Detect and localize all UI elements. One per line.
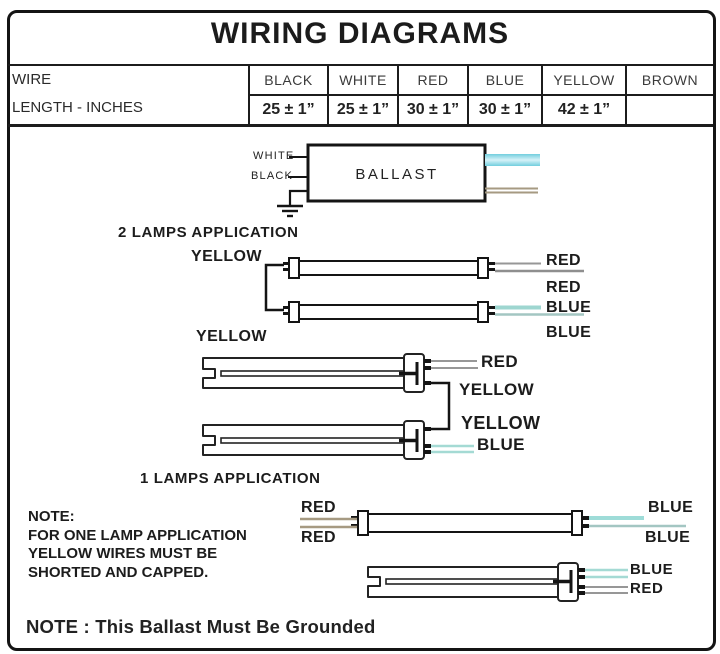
ballast-output-wires [485,154,540,193]
yellow-label: YELLOW [191,248,262,265]
two-lamps-bottom-tube [283,302,584,322]
col-header: BLACK [250,66,327,96]
u-lamp-top [203,354,478,392]
col-header: WHITE [329,66,397,96]
red-label: RED [481,352,519,371]
ballast-box [288,145,485,201]
red-label: RED [546,252,581,269]
one-lamp-heading: 1 LAMPS APPLICATION [140,470,321,487]
col-header: YELLOW [543,66,625,96]
col-value: 25 ± 1” [262,101,315,118]
red-label: RED [301,529,336,546]
one-lamp-note [28,508,247,582]
yellow-label: YELLOW [461,413,541,433]
red-label: RED [546,279,581,296]
page-title: WIRING DIAGRAMS [210,17,510,50]
two-lamps-heading: 2 LAMPS APPLICATION [118,224,299,241]
yellow-label: YELLOW [196,328,267,345]
two-lamps-top-tube [283,258,584,278]
black-wire-label: BLACK [251,170,294,182]
note-line: FOR ONE LAMP APPLICATION [28,526,247,544]
note-line: YELLOW WIRES MUST BE [28,545,218,562]
col-header: BLUE [469,66,541,96]
ground-symbol [277,191,308,216]
col-value: 30 ± 1” [406,101,460,118]
col-value: 42 ± 1” [557,101,611,118]
ground-note: NOTE : This Ballast Must Be Grounded [26,616,376,637]
blue-label: BLUE [645,529,691,546]
red-label: RED [630,580,664,597]
blue-label: BLUE [648,499,694,516]
blue-label: BLUE [477,435,525,454]
col-value: 25 ± 1” [336,101,390,118]
note-line: NOTE: [28,508,75,525]
one-lamp-u-lamp [368,563,628,601]
blue-label: BLUE [546,299,592,316]
red-label: RED [301,499,336,516]
blue-label: BLUE [546,324,592,341]
white-wire-label: WHITE [253,150,295,162]
yellow-jumper-wire [266,265,284,310]
blue-label: BLUE [630,561,674,578]
u-lamp-bottom [203,421,474,459]
yellow-label: YELLOW [459,380,535,399]
row-label-length: LENGTH - INCHES [12,99,143,116]
blue-wire-bundle [485,154,540,166]
ballast-label: BALLAST [355,166,439,183]
col-value: 30 ± 1” [478,101,532,118]
yellow-jumper-wire [431,383,449,429]
row-label-wire: WIRE [12,71,52,88]
col-header: BROWN [627,66,713,96]
note-line: SHORTED AND CAPPED. [28,563,209,581]
col-header: RED [399,66,467,96]
one-lamp-tube [300,511,686,535]
